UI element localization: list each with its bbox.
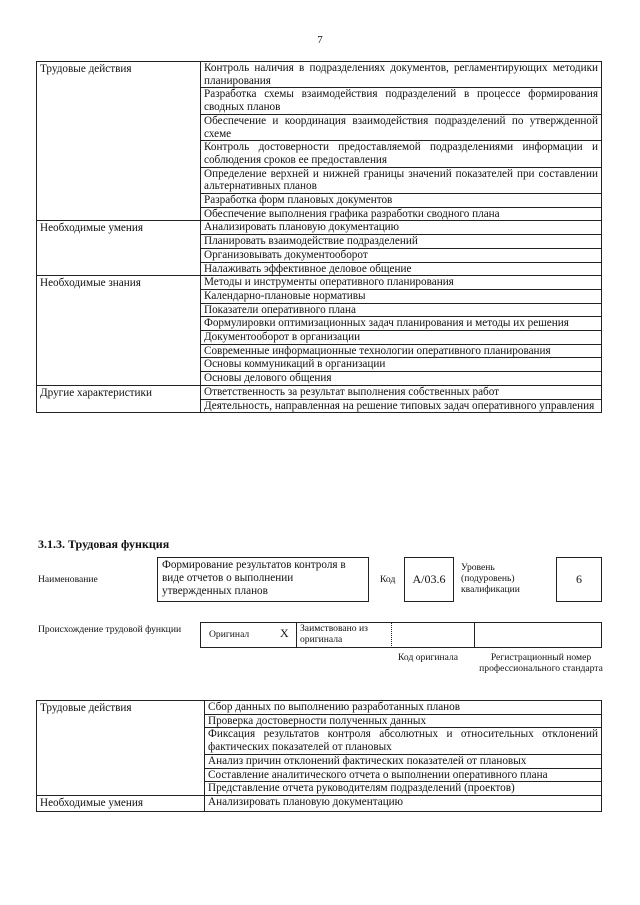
- table-row: [37, 276, 602, 290]
- table-cell: Организовывать документооборот: [201, 248, 602, 262]
- table-cell: Разработка схемы взаимодействия подразделений в процессе формирования сводных планов: [201, 88, 602, 114]
- table-cell: Ответственность за результат выполнения собственных работ: [201, 385, 602, 399]
- table-cell: Документооборот в организации: [201, 331, 602, 345]
- table-row: [37, 221, 602, 235]
- code-label: Код: [380, 574, 396, 585]
- table-cell: Основы делового общения: [201, 372, 602, 386]
- table-row: [37, 701, 602, 715]
- table-cell: Представление отчета руководителям подразделений (проектов): [205, 782, 602, 796]
- origin-divider-2: [474, 622, 475, 648]
- code-original-caption: Код оригинала: [398, 652, 459, 663]
- table-cell: Календарно-плановые нормативы: [201, 289, 602, 303]
- origin-label: Происхождение трудовой функции: [38, 624, 182, 635]
- name-label: Наименование: [38, 574, 98, 585]
- table-cell: Современные информационные технологии оперативного планирования: [201, 344, 602, 358]
- group-label: Необходимые знания: [37, 276, 201, 386]
- table-cell: Планировать взаимодействие подразделений: [201, 235, 602, 249]
- table-cell: Обеспечение и координация взаимодействия подразделений по утвержденной схеме: [201, 114, 602, 140]
- group-label: Трудовые действия: [37, 62, 201, 221]
- level-box: [556, 557, 602, 602]
- origin-box: [200, 622, 602, 648]
- table-row: [37, 62, 602, 88]
- page-number: 7: [317, 34, 323, 46]
- table-cell: Методы и инструменты оперативного планирования: [201, 276, 602, 290]
- group-label: Необходимые умения: [37, 795, 205, 811]
- origin-divider-dotted: [391, 622, 393, 648]
- code-value: А/03.6: [412, 572, 446, 586]
- table-cell: Показатели оперативного плана: [201, 303, 602, 317]
- table-cell: Сбор данных по выполнению разработанных планов: [205, 701, 602, 715]
- requirements-table-2: [36, 700, 602, 812]
- table-row: [37, 795, 602, 811]
- level-value: 6: [576, 572, 582, 586]
- table-cell: Контроль наличия в подразделениях документов, регламентирующих методики планирования: [201, 62, 602, 88]
- requirements-table-1: [36, 61, 602, 413]
- table-cell: Формулировки оптимизационных задач планирования и методы их решения: [201, 317, 602, 331]
- group-label: Другие характеристики: [37, 385, 201, 412]
- code-box: [404, 557, 454, 602]
- table-cell: Основы коммуникаций в организации: [201, 358, 602, 372]
- group-label: Трудовые действия: [37, 701, 205, 796]
- table-cell: Разработка форм плановых документов: [201, 194, 602, 208]
- table-cell: Налаживать эффективное деловое общение: [201, 262, 602, 276]
- table-row: [37, 385, 602, 399]
- section-heading: 3.1.3. Трудовая функция: [38, 537, 170, 551]
- function-name-box: [157, 557, 369, 602]
- reg-number-caption: Регистрационный номер профессионального стандарта: [479, 652, 603, 674]
- table-cell: Обеспечение выполнения графика разработки сводного плана: [201, 207, 602, 221]
- table-cell: Определение верхней и нижней границы значений показателей при составлении альтернативных планов: [201, 167, 602, 193]
- table-cell: Проверка достоверности полученных данных: [205, 714, 602, 728]
- borrowed-label: Заимствовано из оригинала: [300, 623, 368, 645]
- table-cell: Анализировать плановую документацию: [205, 795, 602, 811]
- table-cell: Анализировать плановую документацию: [201, 221, 602, 235]
- table-cell: Анализ причин отклонений фактических показателей от плановых: [205, 754, 602, 768]
- table-cell: Деятельность, направленная на решение типовых задач оперативного управления: [201, 399, 602, 413]
- level-label: Уровень (подуровень) квалификации: [461, 562, 520, 595]
- origin-divider: [296, 622, 297, 648]
- original-label: Оригинал: [209, 629, 250, 640]
- table-cell: Составление аналитического отчета о выполнении оперативного плана: [205, 768, 602, 782]
- function-name: Формирование результатов контроля в виде отчетов о выполнении утвержденных планов: [162, 559, 346, 597]
- table-cell: Фиксация результатов контроля абсолютных и относительных отклонений фактических показателей от плановых: [205, 728, 602, 754]
- original-mark: Х: [280, 626, 289, 640]
- table-cell: Контроль достоверности предоставляемой подразделениями информации и соблюдения сроков ее предоставления: [201, 141, 602, 167]
- group-label: Необходимые умения: [37, 221, 201, 276]
